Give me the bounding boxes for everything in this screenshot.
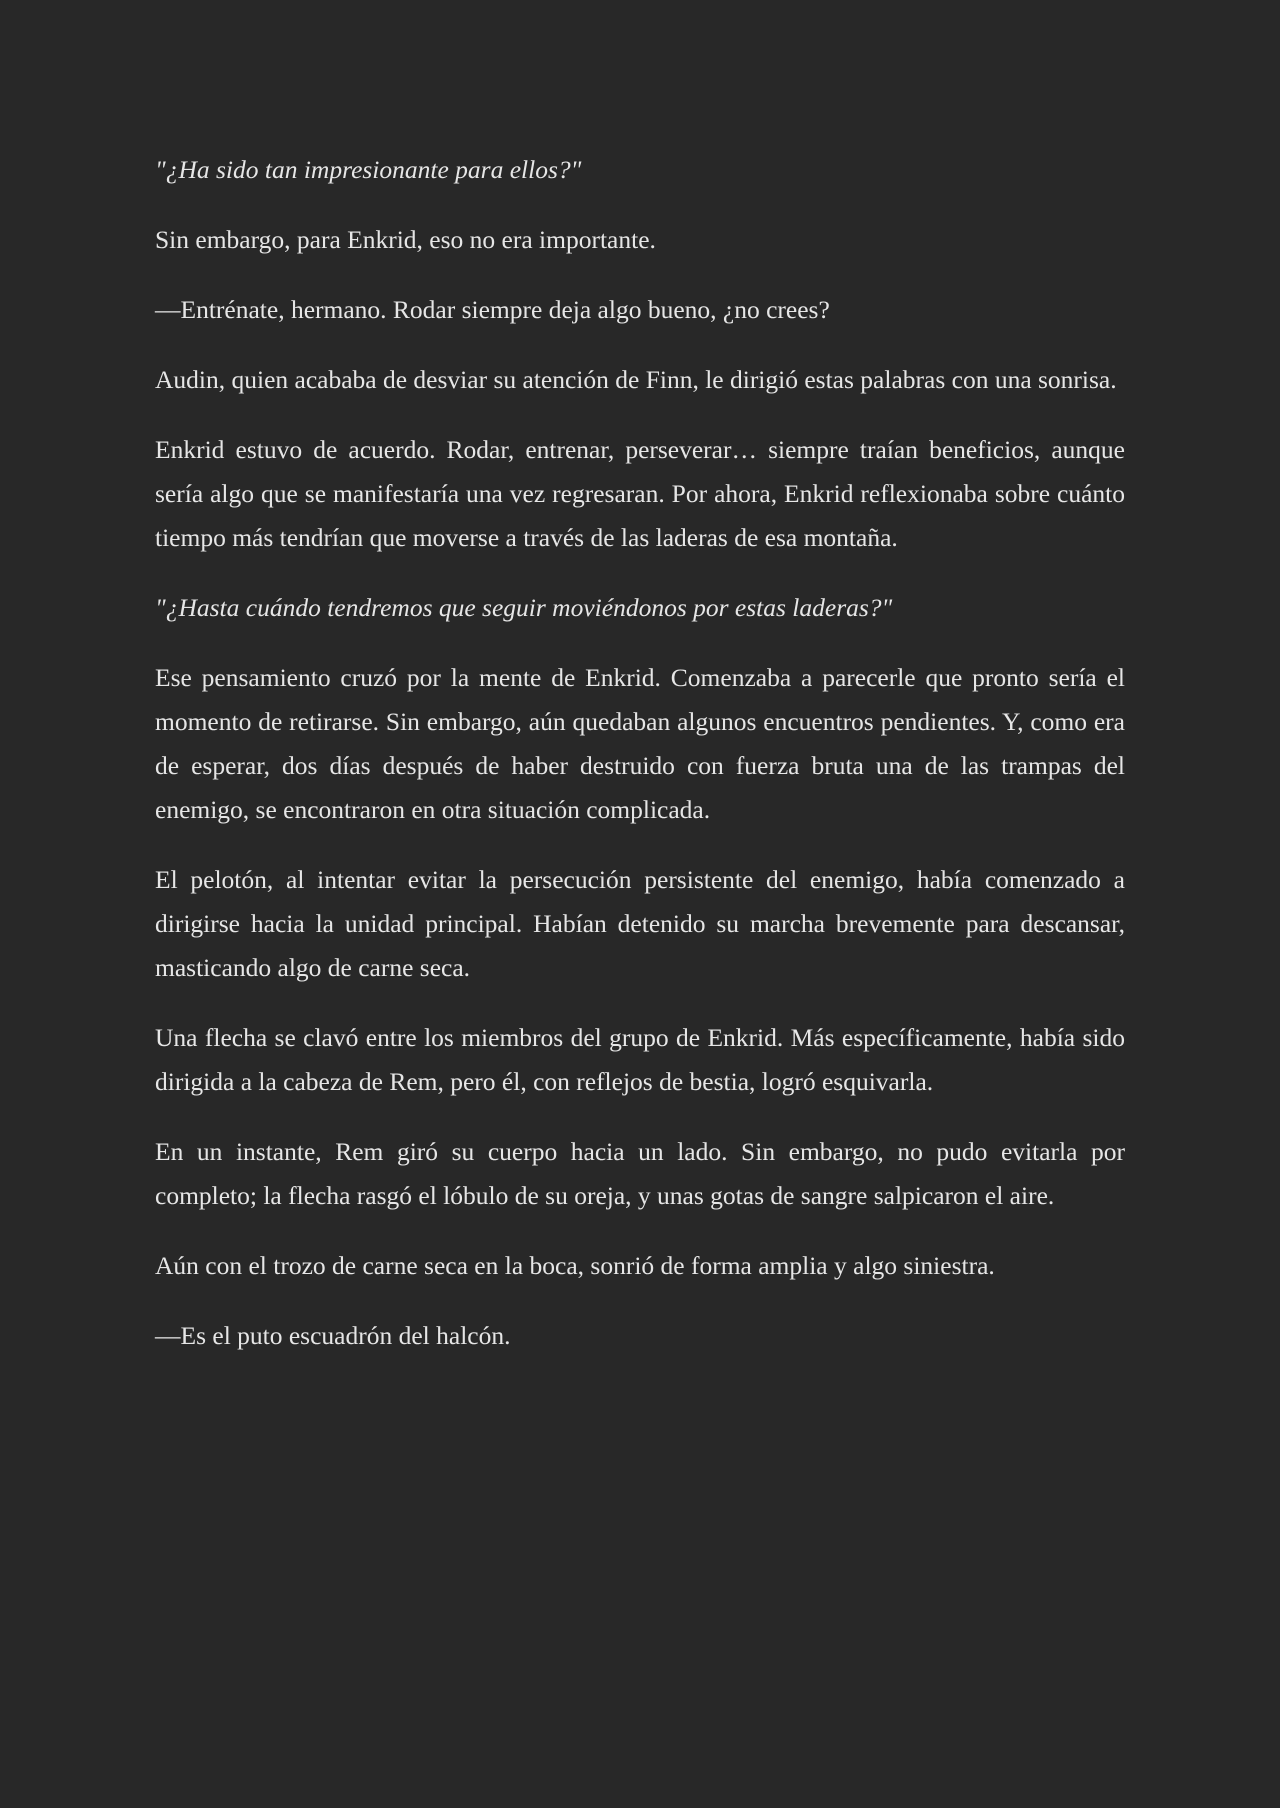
- paragraph-thought: "¿Hasta cuándo tendremos que seguir moviéndonos por estas laderas?": [155, 593, 893, 622]
- paragraph: Audin, quien acababa de desviar su atención de Finn, le dirigió estas palabras con una sonrisa.: [155, 365, 1117, 394]
- paragraph: En un instante, Rem giró su cuerpo hacia un lado. Sin embargo, no pudo evitarla por completo; la flecha rasgó el lóbulo de su oreja, y unas gotas de sangre salpicaron el aire.: [155, 1137, 1125, 1210]
- paragraph: Una flecha se clavó entre los miembros del grupo de Enkrid. Más específicamente, había sido dirigida a la cabeza de Rem, pero él, con reflejos de bestia, logró esquivarla.: [155, 1023, 1125, 1096]
- paragraph: Aún con el trozo de carne seca en la boca, sonrió de forma amplia y algo siniestra.: [155, 1251, 995, 1280]
- paragraph-dialogue: —Es el puto escuadrón del halcón.: [155, 1321, 511, 1350]
- paragraph: El pelotón, al intentar evitar la persecución persistente del enemigo, había comenzado a dirigirse hacia la unidad principal. Habían detenido su marcha brevemente para descansar, masticando algo de carne seca.: [155, 865, 1125, 982]
- paragraph: Sin embargo, para Enkrid, eso no era importante.: [155, 225, 656, 254]
- paragraph: Enkrid estuvo de acuerdo. Rodar, entrenar, perseverar… siempre traían beneficios, aunque sería algo que se manifestaría una vez regresaran. Por ahora, Enkrid reflexionaba sobre cuánto tiempo más tendrían que moverse a través de las laderas de esa montaña.: [155, 435, 1125, 552]
- paragraph: Ese pensamiento cruzó por la mente de Enkrid. Comenzaba a parecerle que pronto sería el momento de retirarse. Sin embargo, aún quedaban algunos encuentros pendientes. Y, como era de esperar, dos días después de haber destruido con fuerza bruta una de las trampas del enemigo, se encontraron en otra situación complicada.: [155, 663, 1125, 824]
- paragraph-dialogue: —Entrénate, hermano. Rodar siempre deja algo bueno, ¿no crees?: [155, 295, 830, 324]
- chapter-text: [155, 148, 1125, 1358]
- paragraph-thought: "¿Ha sido tan impresionante para ellos?": [155, 155, 582, 184]
